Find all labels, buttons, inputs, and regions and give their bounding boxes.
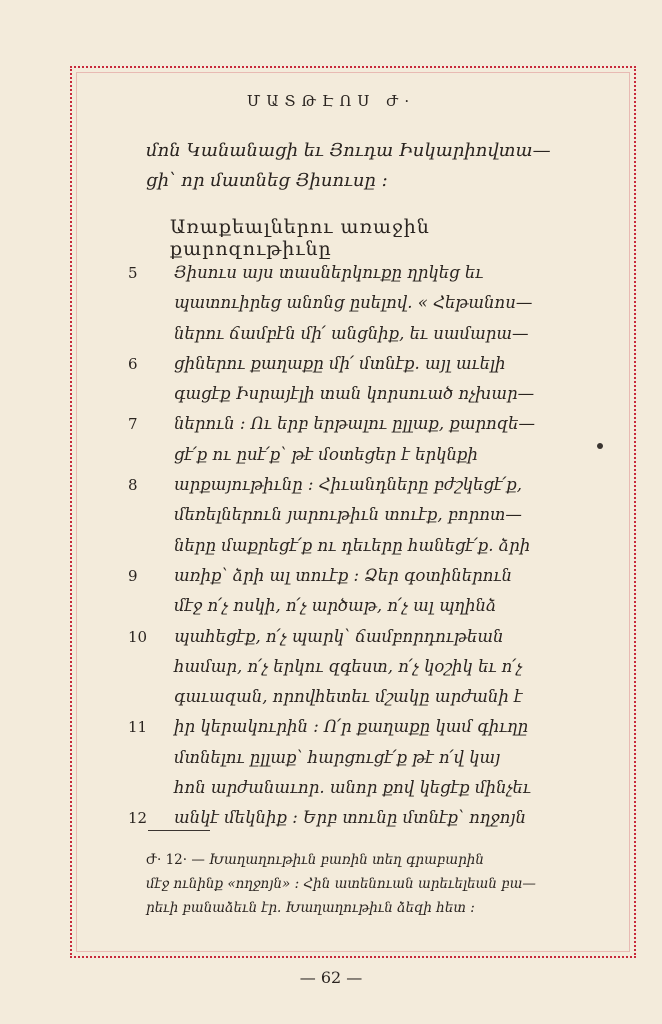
verse-number: 10 <box>128 627 148 646</box>
line-text: ցիներու քաղաքը մի՛ մտնէք. այլ աւելի <box>174 353 506 373</box>
footnote-line <box>146 848 586 872</box>
line-text: իր կերակուրին : Ո՛ր քաղաքը կամ գիւղը <box>174 717 529 737</box>
footnote-rule <box>148 830 210 831</box>
body-line <box>128 531 588 561</box>
line-text: համար, ո՛չ երկու զգեստ, ո՛չ կօշիկ եւ ո՛չ <box>174 656 523 676</box>
verse-number: 8 <box>128 476 138 495</box>
footnote <box>146 848 586 920</box>
body-line <box>128 652 588 682</box>
running-head: ՄԱՏԹԷՈՍ Ժ· <box>246 92 416 110</box>
line-text: մեռելներուն յարութիւն տուէք, բորոտ— <box>174 505 522 525</box>
line-text: ներուն : Ու երբ երթալու ըլլաք, քարոզե— <box>174 414 536 434</box>
body-line <box>128 288 588 318</box>
line-text: հոն արժանաւոր. անոր քով կեցէք մինչեւ <box>174 778 531 798</box>
line-text: գաւազան, որովհետեւ մշակը արժանի է <box>174 687 523 707</box>
line-text: գացէք Իսրայէլի տան կորսուած ոչխար— <box>174 384 535 404</box>
intro-text <box>146 136 586 196</box>
line-text: ները մաքրեցէ՛ք ու դեւերը հանեցէ՛ք. ձրի <box>174 535 531 555</box>
body-line <box>128 561 588 591</box>
verse-number: 12 <box>128 809 148 828</box>
line-text: անկէ մեկնիք : Երբ տունը մտնէք՝ ողջոյն <box>174 808 526 828</box>
line-text: պահեցէք, ո՛չ պարկ՝ ճամբորդութեան <box>174 626 504 646</box>
footnote-lead: Ժ· 12· — <box>146 852 205 868</box>
body-line <box>128 319 588 349</box>
body-line <box>128 500 588 530</box>
body-line <box>128 440 588 470</box>
body-line <box>128 743 588 773</box>
footnote-line: րեւի բանաձեւն էր. Խաղաղութիւն ձեզի հետ : <box>146 900 475 916</box>
footnote-line: մէջ ունինք «ողջոյն» : Հին ատենուան արեւելեան բա— <box>146 876 536 892</box>
line-text: արքայութիւնը : Հիւանդները բժշկեցէ՛ք, <box>174 475 522 495</box>
intro-line: ցի՝ որ մատնեց Յիսուսը : <box>146 170 388 191</box>
line-text: պատուիրեց անոնց ըսելով. « Հեթանոս— <box>174 293 533 313</box>
verse-number: 7 <box>128 415 138 434</box>
verse-number: 9 <box>128 566 138 585</box>
line-text: առիք՝ ձրի ալ տուէք : Ձեր գօտիներուն <box>174 565 512 585</box>
body-line <box>128 622 588 652</box>
body-line <box>128 470 588 500</box>
body-line <box>128 682 588 712</box>
line-text: Յիսուս այս տասներկուքը ղրկեց եւ <box>174 263 484 282</box>
body-line <box>128 773 588 803</box>
verse-number: 6 <box>128 354 138 373</box>
verse-number: 5 <box>128 264 138 282</box>
body-line <box>128 379 588 409</box>
margin-dot <box>597 443 603 449</box>
line-text: մտնելու ըլլաք՝ հարցուցէ՛ք թէ ո՛վ կայ <box>174 747 501 767</box>
body-line <box>128 591 588 621</box>
line-text: ներու ճամբէն մի՛ անցնիք, եւ սամարա— <box>174 323 529 343</box>
body-line <box>128 712 588 742</box>
body-line <box>128 349 588 379</box>
line-text: ցէ՛ք ու ըսէ՛ք՝ թէ մօտեցեր է երկնքի <box>174 444 478 464</box>
page-number: — 62 — <box>299 968 363 987</box>
body-text <box>128 258 588 834</box>
body-line <box>128 258 588 288</box>
line-text: մէջ ո՛չ ոսկի, ո՛չ արծաթ, ո՛չ ալ պղինձ <box>174 596 497 616</box>
body-line <box>128 409 588 439</box>
section-title: Առաքեալներու առաջին քարոզութիւնը <box>170 216 430 260</box>
verse-number: 11 <box>128 718 148 737</box>
footnote-text: Խաղաղութիւն բառին տեղ գրաբարին <box>209 852 484 868</box>
intro-line: մոն Կանանացի եւ Յուդա Իսկարիովտա— <box>146 140 551 161</box>
